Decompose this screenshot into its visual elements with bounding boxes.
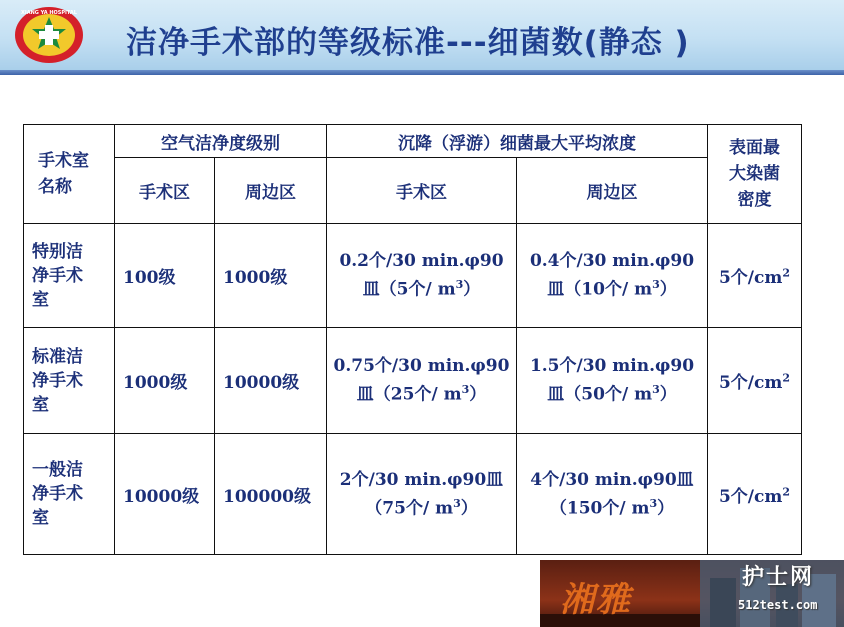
table-row — [24, 224, 802, 328]
grade-peripheral: 1000级 — [215, 224, 327, 328]
conc-surgery: 0.2个/30 min.φ90 皿（5个/ $m^3$） — [327, 224, 517, 328]
surface-density: 5个$/cm^2$ — [708, 434, 802, 555]
row-name: 特别洁净手术室 — [24, 224, 115, 328]
conc-peripheral: 1.5个/30 min.φ90 皿（50个/ $m^3$） — [517, 328, 708, 434]
row-name: 标准洁净手术室 — [24, 328, 115, 434]
page-title: 洁净手术部的等级标准---细菌数(静态 ) — [126, 25, 690, 61]
conc-peripheral: 0.4个/30 min.φ90 皿（10个/ $m^3$） — [517, 224, 708, 328]
table-row — [24, 328, 802, 434]
header-peripheral-zone-conc: 周边区 — [517, 158, 708, 224]
header-surgery-zone-conc: 手术区 — [327, 158, 517, 224]
surface-density: 5个$/cm^2$ — [708, 328, 802, 434]
header-bacteria-concentration: 沉降（浮游）细菌最大平均浓度 — [327, 125, 708, 158]
grade-surgery: 100级 — [115, 224, 215, 328]
header-surgery-zone: 手术区 — [115, 158, 215, 224]
brand-logo-text: 湘雅 — [560, 580, 632, 620]
hospital-emblem-icon — [12, 5, 86, 65]
row-name: 一般洁净手术室 — [24, 434, 115, 555]
conc-surgery: 2个/30 min.φ90皿 （75个/ $m^3$） — [327, 434, 517, 555]
surface-density: 5个$/cm^2$ — [708, 224, 802, 328]
table-row — [24, 434, 802, 555]
header-surface-density: 表面最大染菌密度 — [708, 125, 802, 224]
grade-peripheral: 10000级 — [215, 328, 327, 434]
header-air-grade: 空气洁净度级别 — [115, 125, 327, 158]
grade-surgery: 1000级 — [115, 328, 215, 434]
logo-text: XIANG YA HOSPITAL — [20, 10, 78, 16]
header-room-name: 手术室名称 — [24, 125, 115, 224]
grade-surgery: 10000级 — [115, 434, 215, 555]
conc-peripheral: 4个/30 min.φ90皿 （150个/ $m^3$） — [517, 434, 708, 555]
grade-standard-table — [23, 124, 802, 555]
conc-surgery: 0.75个/30 min.φ90 皿（25个/ $m^3$） — [327, 328, 517, 434]
title-rule — [0, 70, 844, 75]
grade-peripheral: 100000级 — [215, 434, 327, 555]
site-name-watermark: 护士网 — [742, 565, 815, 590]
header-peripheral-zone: 周边区 — [215, 158, 327, 224]
site-url-watermark: 512test.com — [738, 598, 818, 612]
